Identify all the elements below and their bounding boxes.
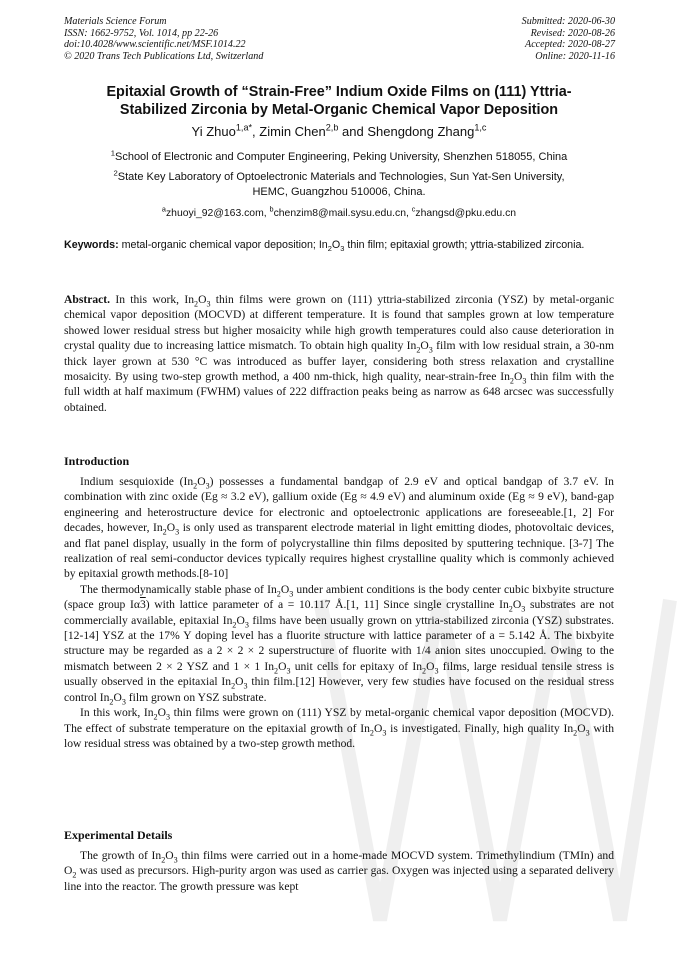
affiliation-1 (60, 150, 618, 165)
author-name: Shengdong Zhang (367, 124, 475, 139)
email-sup: a (161, 204, 166, 214)
abstract-text: O (198, 293, 207, 306)
body-text: O (235, 675, 244, 689)
body-text: substrates are not commercially available, epitaxial In (64, 598, 614, 627)
body-text: is only used as transparent electrode material in light emitting diodes, photovoltaic devices, and flat panel display, usually in the form of polycrystalline thin films deposited by sputtering technique. [3-7] The realization of real semi-conductor devices typically requires highest crystalline quality which is commonly achieved by epitaxial growth methods.[8-10] (64, 521, 614, 581)
body-text: O (278, 659, 287, 673)
abstract-text: thin film with the full width at half maximum (FWHM) values of 222 diffraction peaks being as narrow as 648 arcsec was successfully obtained. (64, 370, 614, 414)
body-text: is investigated. Finally, high quality In (386, 721, 574, 735)
copyright: © 2020 Trans Tech Publications Ltd, Switzerland (64, 50, 264, 62)
abstract-text: film with low residual strain, a 30-nm thick layer grown at 530 °C was introduced as buffer layer, considering both stress relaxation and crystalline mosaicity. By using two-step growth method, a 400 nm-thick, high quality, near-strain-free In (64, 339, 614, 384)
affiliation-text: HEMC, Guangzhou 510006, China. (252, 186, 426, 198)
email-link[interactable]: zhuoyi_92@163.com, (165, 208, 270, 219)
subscript: 2 (422, 666, 427, 676)
email-link[interactable]: zhangsd@pku.edu.cn (415, 208, 517, 219)
subscript: 2 (153, 712, 158, 722)
keywords (64, 238, 614, 253)
paragraph (64, 582, 614, 705)
section-heading-introduction: Introduction (64, 454, 130, 468)
body-text: O (157, 706, 166, 720)
subscript: 2 (369, 727, 374, 737)
keywords-label: Keywords: (64, 239, 119, 251)
subscript: 2 (327, 244, 332, 254)
journal-name: Materials Science Forum (64, 16, 167, 27)
abstract-text: thin films were grown on (111) yttria-stabilized zirconia (YSZ) by metal-organic chemical vapor deposition (MOCVD) at different temperature. It is found that samples grown at low temperature showed lower residual stress but higher mosaicity while high growth temperatures could also cause deterioration in crystal quality due to increasing lattice mismatch. To obtain high quality In (64, 293, 614, 353)
subscript: 3 (428, 345, 433, 355)
subscript: 2 (109, 697, 114, 706)
subscript: 3 (243, 681, 248, 691)
body-text: film grown on YSZ substrate. (125, 690, 267, 704)
author-separator: and (338, 124, 368, 139)
body-text: The growth of In (80, 849, 162, 862)
subscript: 3 (522, 376, 527, 386)
body-text: O (512, 598, 522, 612)
subscript: 2 (573, 727, 578, 737)
author-affil-sup: 1,c (474, 122, 487, 133)
subscript: 3 (175, 527, 180, 537)
revised-date: Revised: 2020-08-26 (530, 27, 615, 39)
subscript: 3 (205, 481, 210, 491)
body-text: was used as precursors. High-purity argon was used as carrier gas. Oxygen was injected using a separated delivery line into the reactor. The growth pressure was kept (64, 864, 614, 893)
email-list (60, 204, 618, 221)
abstract-text: In this work, In (110, 293, 194, 306)
author-affil-sup: 2,b (325, 122, 339, 133)
body-text: Indium sesquioxide (In (80, 475, 194, 488)
subscript: 3 (206, 299, 211, 309)
paper-title (60, 83, 618, 119)
title-line-2: Stabilized Zirconia by Metal-Organic Chemical Vapor Deposition (119, 102, 559, 118)
body-text: thin films were carried out in a home-made MOCVD system. Trimethylindium (TMIn) and O (64, 849, 614, 878)
author-list (60, 124, 618, 140)
body-text: films have been usually grown on yttria-stabilized zirconia (YSZ) substrates.[12-14] YSZ at the 17% Y doping level has a fluorite structure with lattice parameter of a = 5.142 Å. The bixbyite structure may be regarded as a 2 × 2 × 2 superstructure of fluorite with 1/4 anion sites unoccupied. Owing to the mismatch between 2 × 2 YSZ and 1 × 1 In (64, 613, 614, 673)
journal-header-left (64, 16, 263, 62)
experimental-section (64, 848, 614, 894)
email-sup: c (411, 204, 416, 214)
subscript: 2 (508, 604, 513, 614)
body-text: O (426, 659, 435, 673)
affiliation-sup: 1 (110, 148, 115, 158)
subscript: 2 (232, 619, 237, 629)
subscript: 3 (382, 727, 387, 737)
paragraph (64, 474, 614, 582)
subscript: 2 (231, 681, 236, 691)
subscript: 2 (276, 589, 281, 599)
subscript: 3 (434, 666, 439, 676)
affiliation-text: School of Electronic and Computer Engineering, Peking University, Shenzhen 518055, China (114, 151, 568, 163)
overbar-digit: 3 (139, 598, 146, 612)
body-text: thin film.[12] However, very few studies have focused on the residual stress control In (64, 675, 615, 704)
section-heading-experimental: Experimental Details (64, 828, 173, 842)
body-text: O (236, 613, 245, 627)
keywords-text: thin film; epitaxial growth; yttria-stabilized zirconia. (344, 239, 585, 251)
body-text: with low residual stress was obtained by a two-step growth method. (64, 721, 615, 750)
subscript: 3 (165, 712, 171, 722)
abstract-text: O (420, 339, 429, 353)
email-link[interactable]: chenzim8@mail.sysu.edu.cn, (273, 208, 412, 219)
affiliation-text: State Key Laboratory of Optoelectronic Materials and Technologies, Sun Yat-Sen University, (117, 171, 565, 183)
subscript: 2 (162, 527, 167, 537)
body-text: O (113, 690, 122, 704)
subscript: 2 (274, 666, 279, 676)
body-text: O (197, 475, 206, 488)
body-text: In this work, In (80, 706, 154, 720)
subscript: 3 (340, 244, 345, 254)
subscript: 2 (161, 855, 166, 865)
subscript: 3 (244, 619, 249, 629)
paragraph (64, 848, 614, 894)
body-text: O (166, 521, 176, 535)
subscript: 3 (289, 589, 294, 599)
body-text: O (280, 582, 290, 596)
author-name: Yi Zhuo (191, 124, 236, 139)
body-text: ) with lattice parameter of a = 10.117 Å.[1, 11] Since single crystalline In (145, 598, 509, 612)
author-separator: , (252, 124, 260, 139)
affiliation-sup: 2 (113, 168, 118, 178)
body-text: O (165, 849, 174, 862)
abstract-text: O (513, 370, 523, 384)
keywords-text: O (331, 239, 341, 251)
abstract-label: Abstract. (64, 293, 111, 306)
body-text: O (373, 721, 383, 735)
body-text: ) possesses a fundamental bandgap of 2.9 eV and optical bandgap of 3.7 eV. In combination with zinc oxide (Eg ≈ 3.2 eV), gallium oxide (Eg ≈ 4.9 eV) and aluminum oxide (Eg ≈ 9 eV), band-gap engineering and heterostructure device for electronic and optoelectronic applications are foreseeable.[1, 2] For decades, however, In (64, 475, 614, 535)
affiliation-2 (60, 170, 618, 200)
subscript: 2 (416, 345, 421, 355)
title-line-1: Epitaxial Growth of “Strain-Free” Indium Oxide Films on (111) Yttria- (106, 84, 572, 100)
body-text: unit cells for epitaxy of In (290, 659, 423, 673)
subscript: 2 (193, 481, 198, 491)
body-text: O (577, 721, 586, 735)
body-text: The thermodynamically stable phase of In (80, 582, 277, 596)
issn: ISSN: 1662-9752, Vol. 1014, pp 22-26 (64, 27, 219, 39)
subscript: 2 (72, 870, 77, 880)
introduction-section (64, 474, 614, 751)
body-text: under ambient conditions is the body center cubic bixbyite structure (space group Iα (64, 582, 614, 612)
online-date: Online: 2020-11-16 (535, 50, 615, 62)
subscript: 3 (585, 727, 590, 737)
subscript: 3 (521, 604, 526, 614)
body-text: thin films were grown on (111) YSZ by metal-organic chemical vapor deposition (MOCVD). The effect of substrate temperature on the epitaxial growth of In (64, 706, 614, 735)
subscript: 3 (173, 855, 178, 865)
accepted-date: Accepted: 2020-08-27 (525, 39, 615, 51)
author-affil-sup: 1,a* (235, 122, 253, 133)
paragraph (64, 705, 614, 751)
abstract (64, 292, 614, 415)
journal-header-right (522, 16, 615, 62)
submitted-date: Submitted: 2020-06-30 (521, 16, 615, 27)
subscript: 2 (194, 299, 199, 309)
body-text: films, large residual tensile stress is usually observed in the epitaxial In (64, 659, 614, 689)
author-name: Zimin Chen (259, 124, 326, 139)
keywords-text: metal-organic chemical vapor deposition; In (118, 239, 328, 251)
email-sup: b (269, 204, 274, 214)
subscript: 2 (509, 376, 514, 386)
subscript: 3 (121, 697, 126, 706)
subscript: 3 (286, 666, 291, 676)
doi[interactable]: doi:10.4028/www.scientific.net/MSF.1014.22 (64, 39, 246, 51)
